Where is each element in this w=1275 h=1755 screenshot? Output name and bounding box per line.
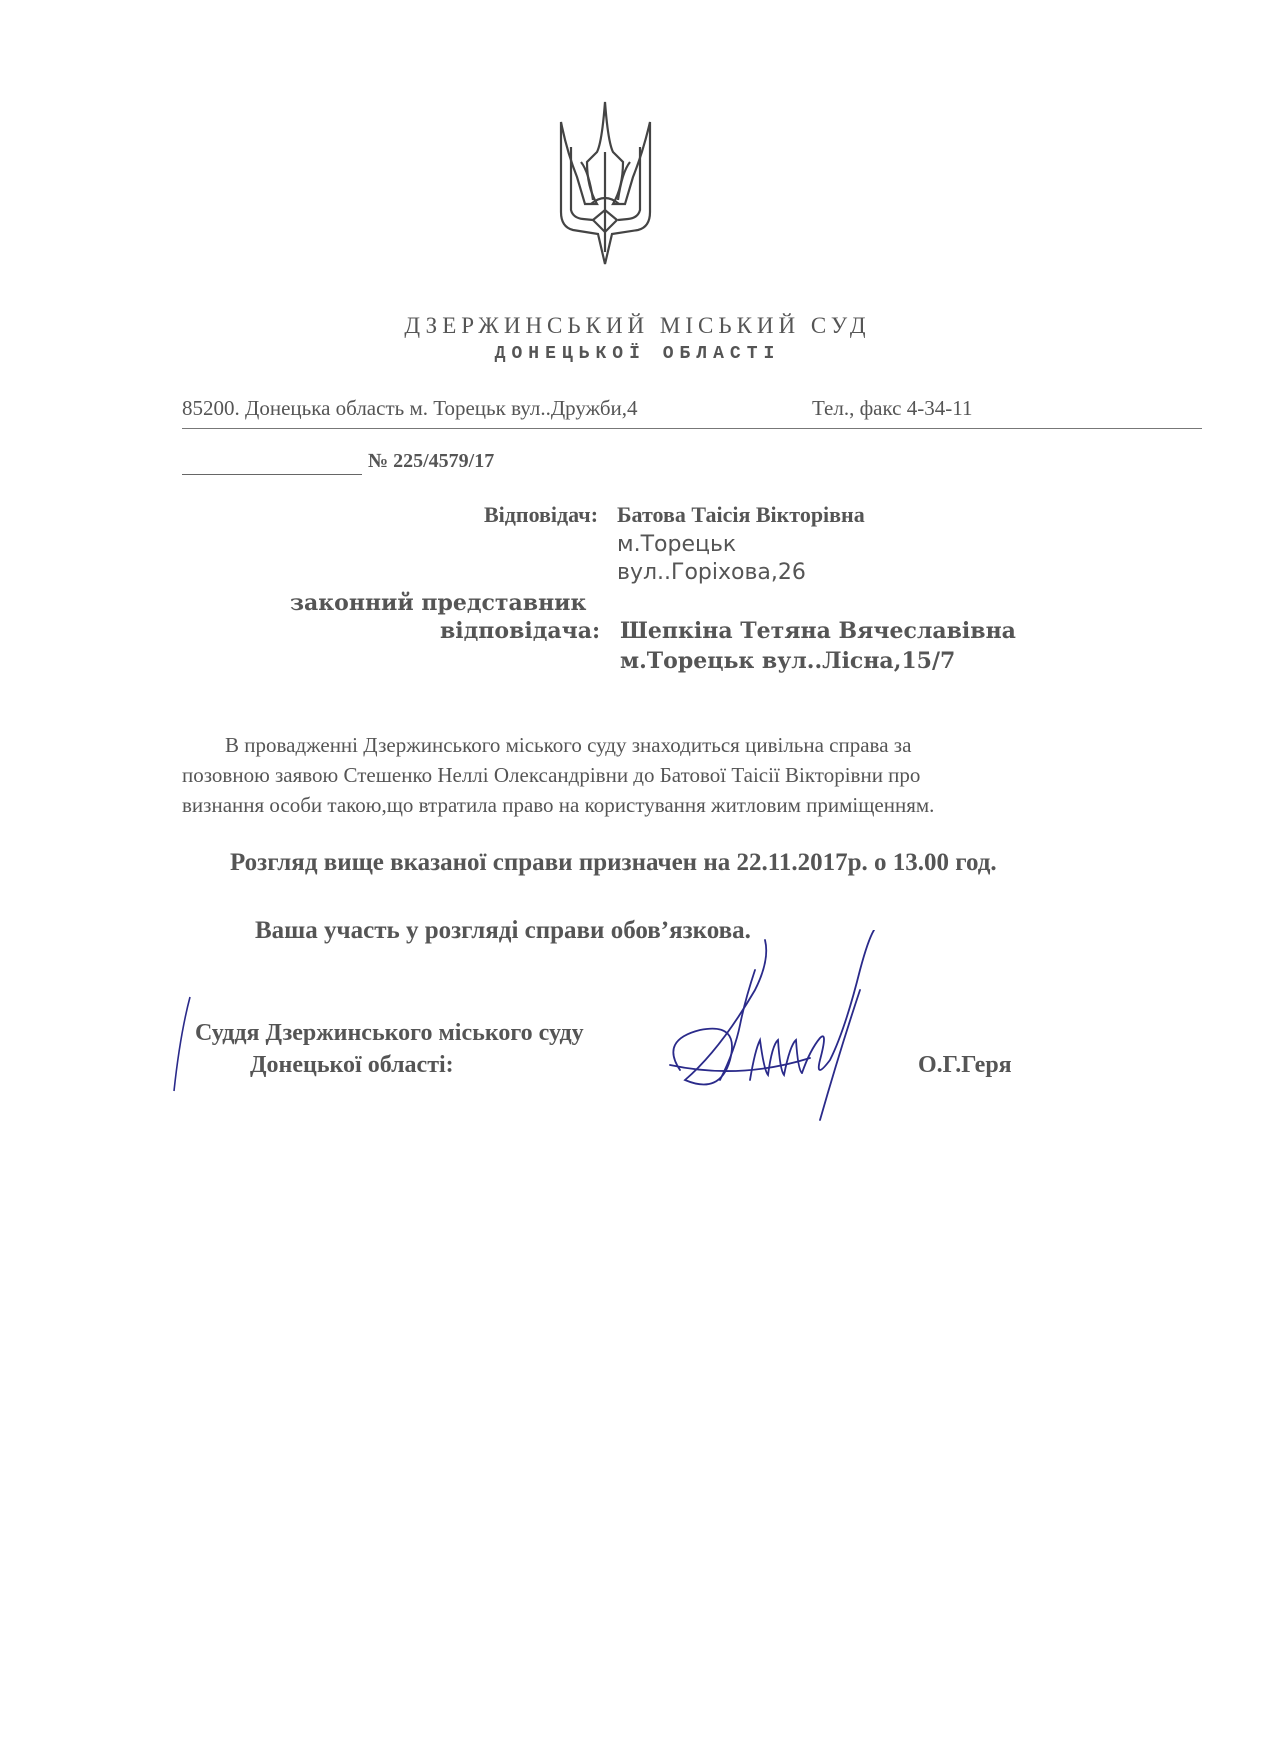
body-line-2: позовною заявою Стешенко Неллі Олександрівни до Батової Таісії Вікторівни про: [182, 763, 921, 787]
representative-label-2: відповідача:: [440, 618, 601, 644]
respondent-name: Батова Таісія Вікторівна: [617, 502, 865, 527]
representative-address: м.Торецьк вул..Лісна,15/7: [620, 648, 956, 674]
reference-blank-line: [182, 474, 362, 475]
respondent-street: вул..Горіхова,26: [617, 560, 806, 585]
judge-name: О.Г.Геря: [918, 1052, 1012, 1078]
trident-emblem-icon: [553, 92, 658, 267]
court-address: 85200. Донецька область м. Торецьк вул..Дружби,4: [182, 396, 638, 420]
court-phone-fax: Тел., факс 4-34-11: [812, 396, 973, 420]
attendance-notice: Ваша участь у розгляді справи обов’язкова.: [255, 917, 751, 944]
body-line-3: визнання особи такою,що втратила право на користування житловим приміщенням.: [182, 793, 935, 817]
respondent-label: Відповідач:: [484, 502, 599, 527]
judge-title-line-1: Суддя Дзержинського міського суду: [195, 1020, 584, 1046]
case-number: № 225/4579/17: [368, 450, 495, 472]
court-name: ДЗЕРЖИНСЬКИЙ МІСЬКИЙ СУД: [404, 313, 871, 338]
court-region: ДОНЕЦЬКОЇ ОБЛАСТІ: [494, 344, 781, 364]
pen-stroke-mark: [168, 995, 198, 1095]
header-divider: [182, 428, 1202, 429]
handwritten-signature: [660, 930, 920, 1130]
judge-title-line-2: Донецької області:: [250, 1052, 454, 1078]
hearing-date-notice: Розгляд вище вказаної справи призначен на 22.11.2017р. о 13.00 год.: [230, 849, 997, 876]
respondent-city: м.Торецьк: [617, 532, 737, 557]
representative-name: Шепкіна Тетяна Вячеславівна: [620, 618, 1016, 644]
representative-label-1: законний представник: [290, 590, 587, 616]
body-line-1: В провадженні Дзержинського міського суду знаходиться цивільна справа за: [225, 733, 912, 757]
